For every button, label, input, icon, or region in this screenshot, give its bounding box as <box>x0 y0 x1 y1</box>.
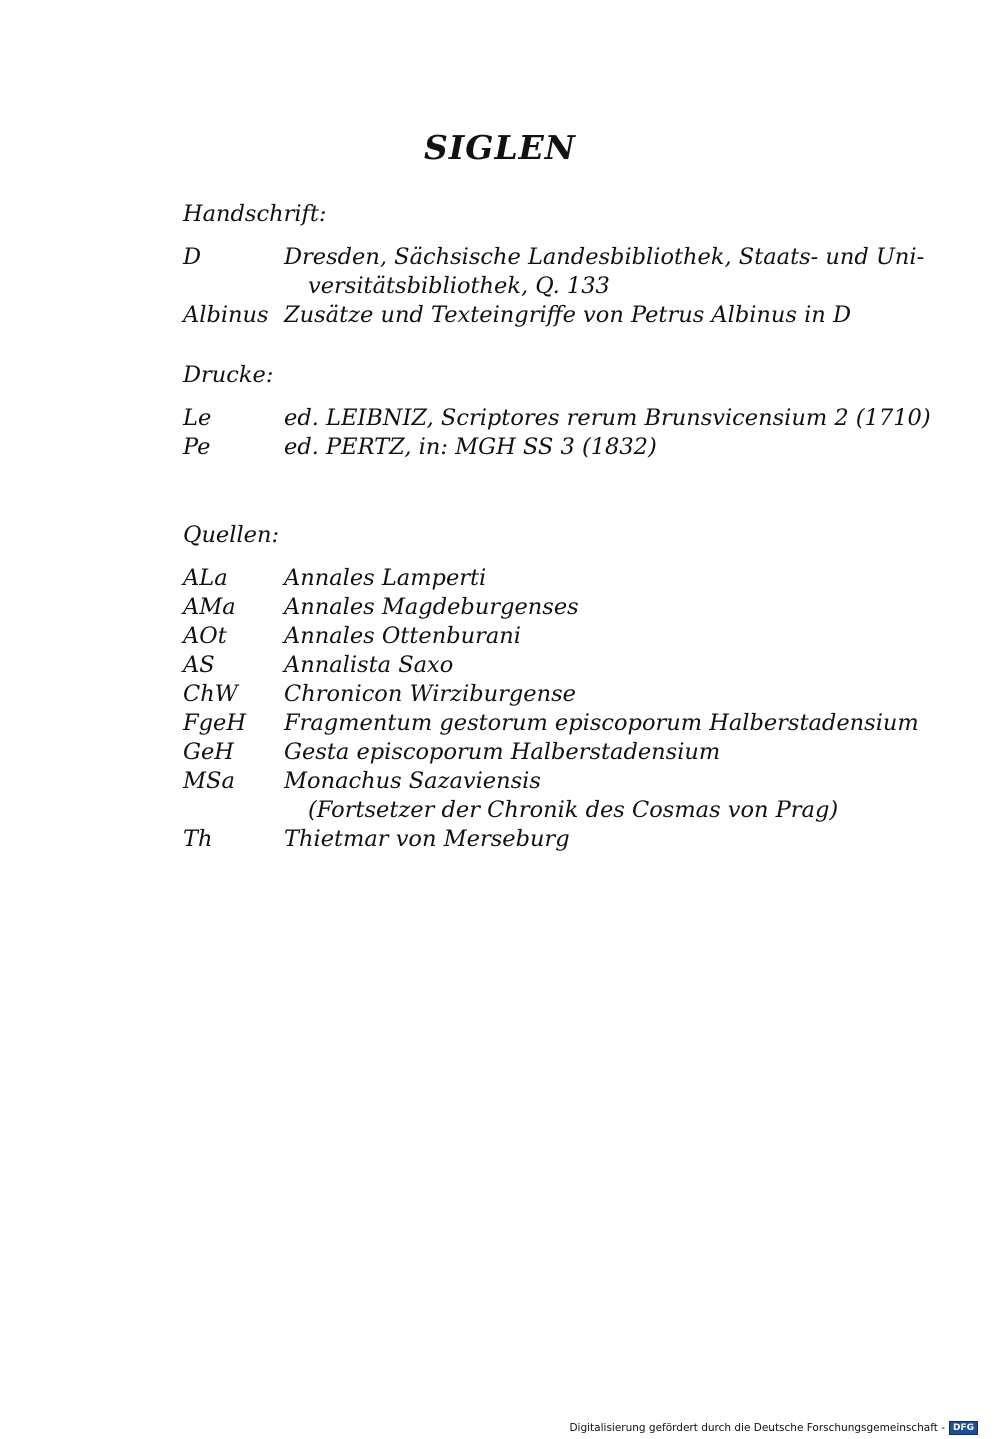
description-line: (Fortsetzer der Chronik des Cosmas von Prag) <box>308 797 839 823</box>
siglum-abbreviation: AOt <box>183 623 227 649</box>
description-line: Annales Ottenburani <box>284 623 521 649</box>
siglum-description <box>284 404 931 433</box>
siglum-entry <box>183 825 843 854</box>
siglum-abbreviation: MSa <box>183 768 235 794</box>
siglum-description <box>284 622 843 651</box>
description-line: versitätsbibliothek, Q. 133 <box>308 273 610 299</box>
page-title: SIGLEN <box>424 128 576 168</box>
description-line: Monachus Sazaviensis <box>284 768 541 794</box>
siglum-description <box>284 738 843 767</box>
section-quellen <box>183 521 919 854</box>
siglum-abbreviation: AMa <box>183 594 236 620</box>
siglum-abbreviation: Pe <box>183 434 211 460</box>
siglum-entry <box>183 651 843 680</box>
siglum-description <box>284 651 843 680</box>
siglum-description <box>284 825 843 854</box>
dfg-logo-icon: DFG <box>949 1421 978 1435</box>
siglum-abbreviation: Le <box>183 405 212 431</box>
siglum-abbreviation: GeH <box>183 739 234 765</box>
siglum-description <box>284 301 851 330</box>
siglum-abbreviation: ChW <box>183 681 238 707</box>
siglum-abbreviation: Th <box>183 826 213 852</box>
description-line: Annales Magdeburgenses <box>284 594 579 620</box>
siglum-description <box>284 564 843 593</box>
siglum-abbreviation: AS <box>183 652 215 678</box>
siglum-description <box>284 680 843 709</box>
siglum-entry <box>183 709 919 738</box>
description-line: ed. PERTZ, in: MGH SS 3 (1832) <box>284 434 657 460</box>
siglum-abbreviation: ALa <box>183 565 228 591</box>
siglum-entry <box>183 301 851 330</box>
siglum-abbreviation: D <box>183 244 202 270</box>
siglum-entry <box>183 738 843 767</box>
description-line: Annales Lamperti <box>284 565 487 591</box>
section-heading: Handschrift: <box>183 201 327 227</box>
section-heading: Quellen: <box>183 522 280 548</box>
siglum-entry <box>183 767 843 825</box>
siglum-abbreviation: FgeH <box>183 710 246 736</box>
description-line: Chronicon Wirziburgense <box>284 681 576 707</box>
siglum-entry <box>183 564 843 593</box>
digitization-credit <box>569 1421 978 1435</box>
siglum-description <box>284 433 843 462</box>
siglum-entry <box>183 433 843 462</box>
description-line: Fragmentum gestorum episcoporum Halberstadensium <box>284 710 919 736</box>
siglum-entry <box>183 593 843 622</box>
siglum-entry <box>183 622 843 651</box>
description-line: ed. LEIBNIZ, Scriptores rerum Brunsvicensium 2 (1710) <box>284 405 931 431</box>
siglum-entry <box>183 404 931 433</box>
description-line: Dresden, Sächsische Landesbibliothek, Staats- und Uni- <box>284 244 925 270</box>
description-line: Annalista Saxo <box>284 652 454 678</box>
description-line: Gesta episcoporum Halberstadensium <box>284 739 721 765</box>
credit-text: Digitalisierung gefördert durch die Deutsche Forschungsgemeinschaft - <box>569 1422 945 1434</box>
section-drucke <box>183 361 931 462</box>
siglum-description <box>284 709 919 738</box>
siglum-description <box>284 243 924 301</box>
description-line: Thietmar von Merseburg <box>284 826 570 852</box>
section-handschrift <box>183 200 925 330</box>
siglum-description <box>284 593 843 622</box>
section-heading: Drucke: <box>183 362 274 388</box>
description-line: Zusätze und Texteingriffe von Petrus Albinus in D <box>284 302 851 328</box>
siglum-description <box>284 767 843 825</box>
siglum-entry <box>183 680 843 709</box>
siglum-abbreviation: Albinus <box>183 302 269 328</box>
siglum-entry <box>183 243 925 301</box>
